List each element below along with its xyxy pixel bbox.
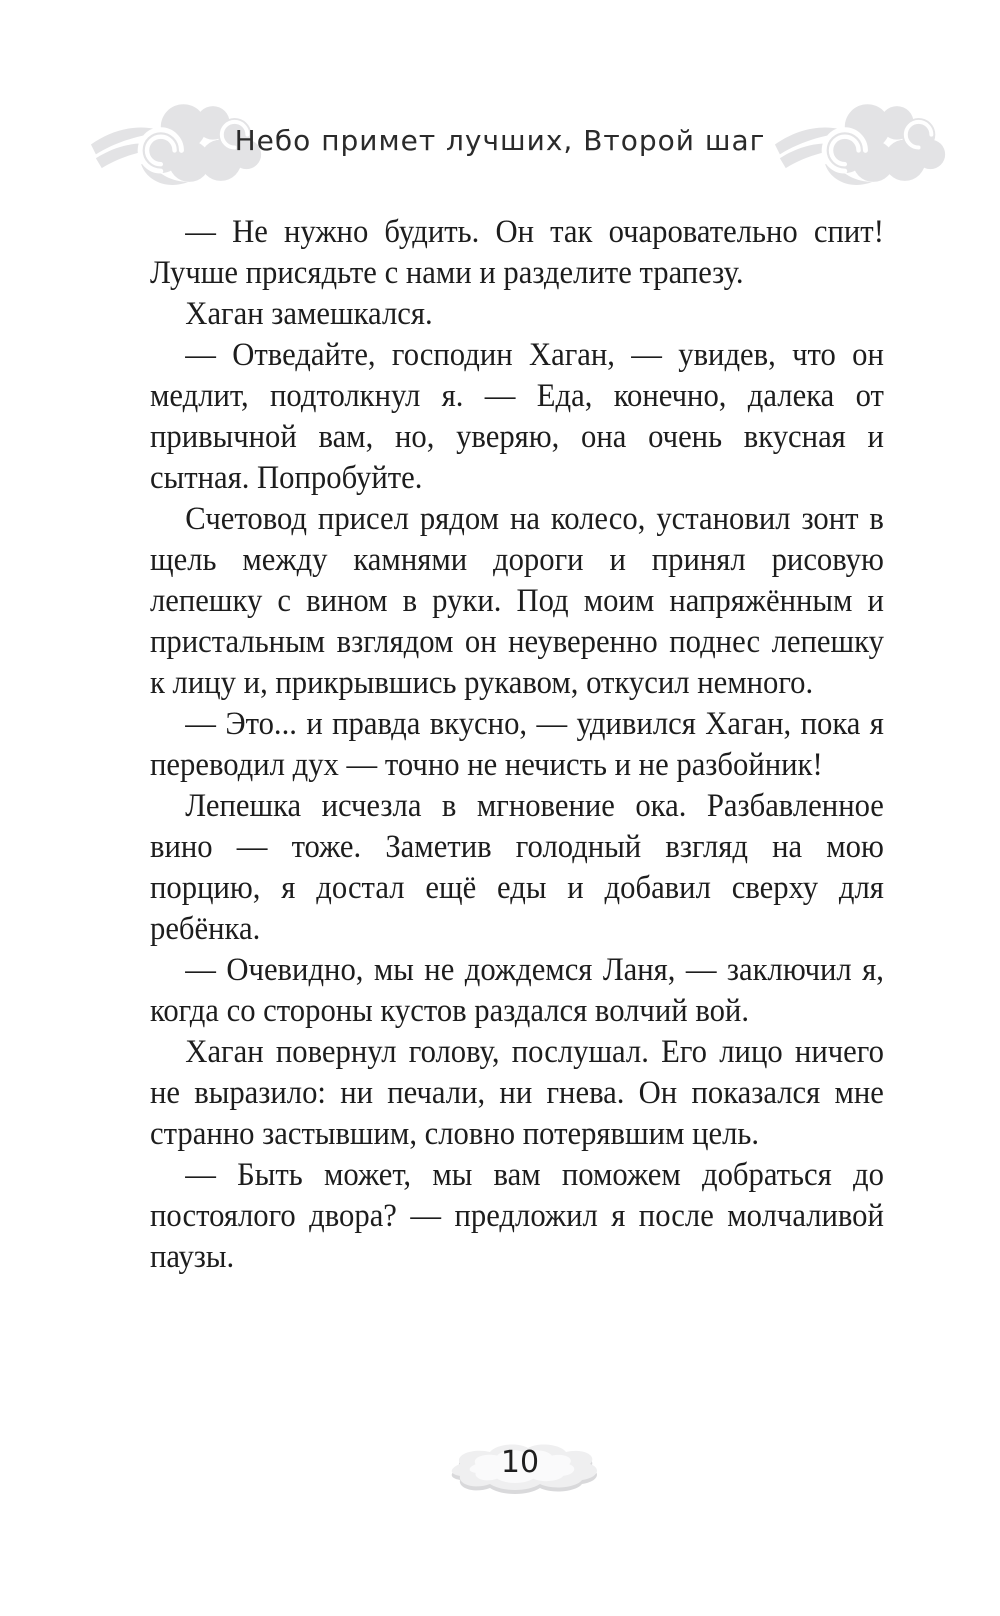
header-title: Небо примет лучших, Второй шаг bbox=[234, 124, 766, 157]
paragraph: — Быть может, мы вам поможем добраться до постоялого двора? — предложил я после молчаливой паузы. bbox=[150, 1157, 884, 1275]
paragraph: — Это... и правда вкусно, — удивился Хаган, пока я переводил дух — точно не нечисть и не разбойник! bbox=[150, 706, 884, 783]
paragraph: — Очевидно, мы не дождемся Ланя, — заключил я, когда со стороны кустов раздался волчий вой. bbox=[150, 952, 884, 1029]
paragraph: Хаган замешкался. bbox=[185, 296, 433, 332]
paragraph: — Не нужно будить. Он так очаровательно спит! Лучше присядьте с нами и разделите трапезу. bbox=[150, 214, 884, 291]
paragraph: Хаган повернул голову, послушал. Его лицо ничего не выразило: ни печали, ни гнева. Он показался мне странно застывшим, словно потерявшим цель. bbox=[150, 1034, 884, 1152]
text-column bbox=[150, 212, 884, 1278]
page-footer bbox=[430, 1438, 610, 1494]
paragraph: Лепешка исчезла в мгновение ока. Разбавленное вино — тоже. Заметив голодный взгляд на мою порцию, я достал ещё еды и добавил сверху для ребёнка. bbox=[150, 788, 884, 947]
page-number: 10 bbox=[500, 1444, 540, 1480]
cloud-right-icon bbox=[772, 98, 954, 194]
body-text bbox=[150, 212, 890, 1278]
paragraph: Счетовод присел рядом на колесо, установил зонт в щель между камнями дороги и принял рисовую лепешку с вином в руки. Под моим напряжённым и пристальным взглядом он неуверенно поднес лепешку к лицу и, прикрывшись рукавом, откусил немного. bbox=[150, 501, 884, 701]
paragraph: — Отведайте, господин Хаган, — увидев, что он медлит, подтолкнул я. — Еда, конечно, далека от привычной вам, но, уверяю, она очень вкусная и сытная. Попробуйте. bbox=[150, 337, 884, 496]
